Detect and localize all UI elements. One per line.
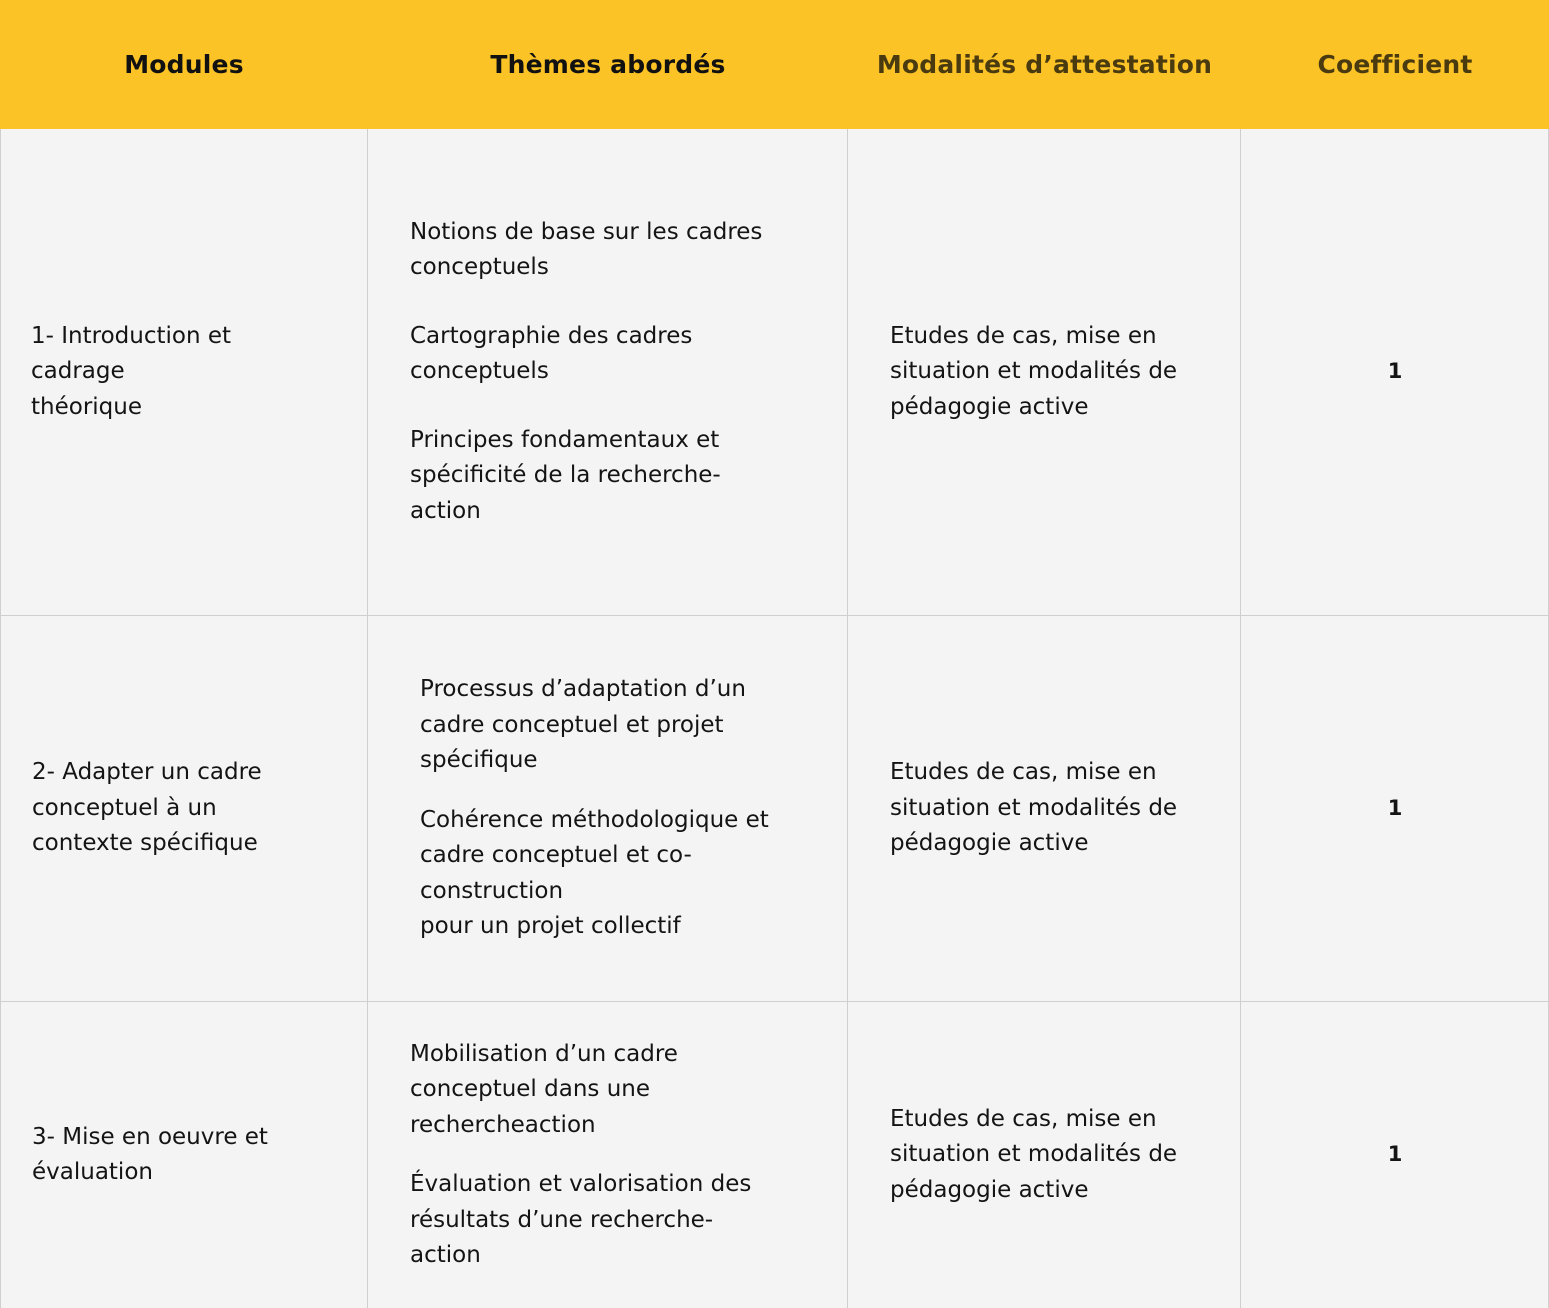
table-row [0, 616, 1549, 1002]
theme-line: conceptuels [410, 254, 549, 281]
header-modules: Modules [124, 50, 244, 79]
column-divider [0, 129, 1, 1308]
modalites-cell [890, 1002, 1225, 1308]
theme-item [410, 1037, 830, 1144]
module-line: contexte spécifique [32, 830, 258, 857]
theme-line: action [410, 497, 481, 524]
module-line: conceptuel à un [32, 794, 217, 821]
module-cell [32, 1002, 352, 1308]
coefficient-cell [1241, 129, 1549, 615]
column-divider [1240, 129, 1241, 1308]
module-title [32, 1120, 352, 1191]
theme-line: spécificité de la recherche- [410, 462, 721, 489]
theme-line: Principes fondamentaux et [410, 426, 720, 453]
modalites-line: Etudes de cas, mise en [890, 759, 1157, 786]
module-line: 3- Mise en oeuvre et [32, 1123, 268, 1150]
modalites-cell [890, 129, 1225, 615]
column-divider [847, 129, 848, 1308]
column-divider [367, 129, 368, 1308]
module-line: évaluation [32, 1159, 153, 1185]
module-title [32, 755, 352, 862]
module-line: théorique [31, 393, 142, 420]
header-coefficient: Coefficient [1317, 50, 1473, 79]
modalites-line: situation et modalités de [890, 358, 1178, 385]
theme-line: cadre conceptuel et co- [420, 842, 692, 869]
module-line: 1- Introduction et [31, 322, 232, 349]
modalites-line: situation et modalités de [890, 794, 1178, 821]
theme-line: construction [420, 877, 564, 904]
coefficient-value: 1 [1387, 1142, 1403, 1167]
modalites-text [890, 319, 1225, 426]
modalites-text [890, 755, 1225, 862]
module-line: cadrage [31, 358, 125, 385]
module-cell [32, 616, 352, 1001]
themes-cell [420, 616, 840, 1001]
theme-line: Évaluation et valorisation des [410, 1171, 752, 1197]
theme-line: Notions de base sur les cadres [410, 218, 763, 245]
module-line: 2- Adapter un cadre [32, 759, 262, 786]
modalites-line: Etudes de cas, mise en [890, 1105, 1157, 1132]
theme-item [410, 1167, 830, 1274]
coefficient-value: 1 [1387, 359, 1403, 384]
themes-cell [410, 129, 830, 615]
theme-item [410, 215, 830, 286]
theme-line: action [410, 1242, 481, 1268]
modalites-line: Etudes de cas, mise en [890, 322, 1157, 349]
theme-line: rechercheaction [410, 1111, 596, 1138]
theme-item [410, 319, 830, 390]
table-row [0, 129, 1549, 616]
header-themes: Thèmes abordés [490, 50, 726, 79]
module-title [31, 319, 351, 426]
theme-line: résultats d’une recherche- [410, 1206, 714, 1233]
modalites-line: situation et modalités de [890, 1141, 1178, 1168]
modalites-line: pédagogie active [890, 393, 1089, 420]
header-modalites: Modalités d’attestation [876, 50, 1213, 79]
coefficient-cell [1241, 616, 1549, 1001]
coefficient-cell [1241, 1002, 1549, 1308]
coefficient-value: 1 [1387, 795, 1403, 820]
theme-line: conceptuel dans une [410, 1076, 651, 1102]
table-row [0, 1002, 1549, 1308]
modalites-line: pédagogie active [890, 1176, 1089, 1203]
theme-line: Cohérence méthodologique et [420, 806, 769, 833]
modalites-text [890, 1102, 1225, 1209]
table-header [0, 0, 1549, 129]
theme-item [410, 423, 830, 530]
modalites-line: pédagogie active [890, 830, 1089, 857]
theme-line: conceptuels [410, 358, 549, 385]
theme-line: cadre conceptuel et projet [420, 711, 724, 738]
modalites-cell [890, 616, 1225, 1001]
theme-item [420, 672, 840, 779]
theme-line: pour un projet collectif [420, 913, 681, 940]
theme-item [420, 803, 840, 945]
module-cell [31, 129, 351, 615]
themes-cell [410, 1002, 830, 1308]
theme-line: spécifique [420, 747, 538, 774]
theme-line: Mobilisation d’un cadre [410, 1040, 678, 1067]
theme-line: Cartographie des cadres [410, 322, 693, 349]
theme-line: Processus d’adaptation d’un [420, 676, 746, 703]
